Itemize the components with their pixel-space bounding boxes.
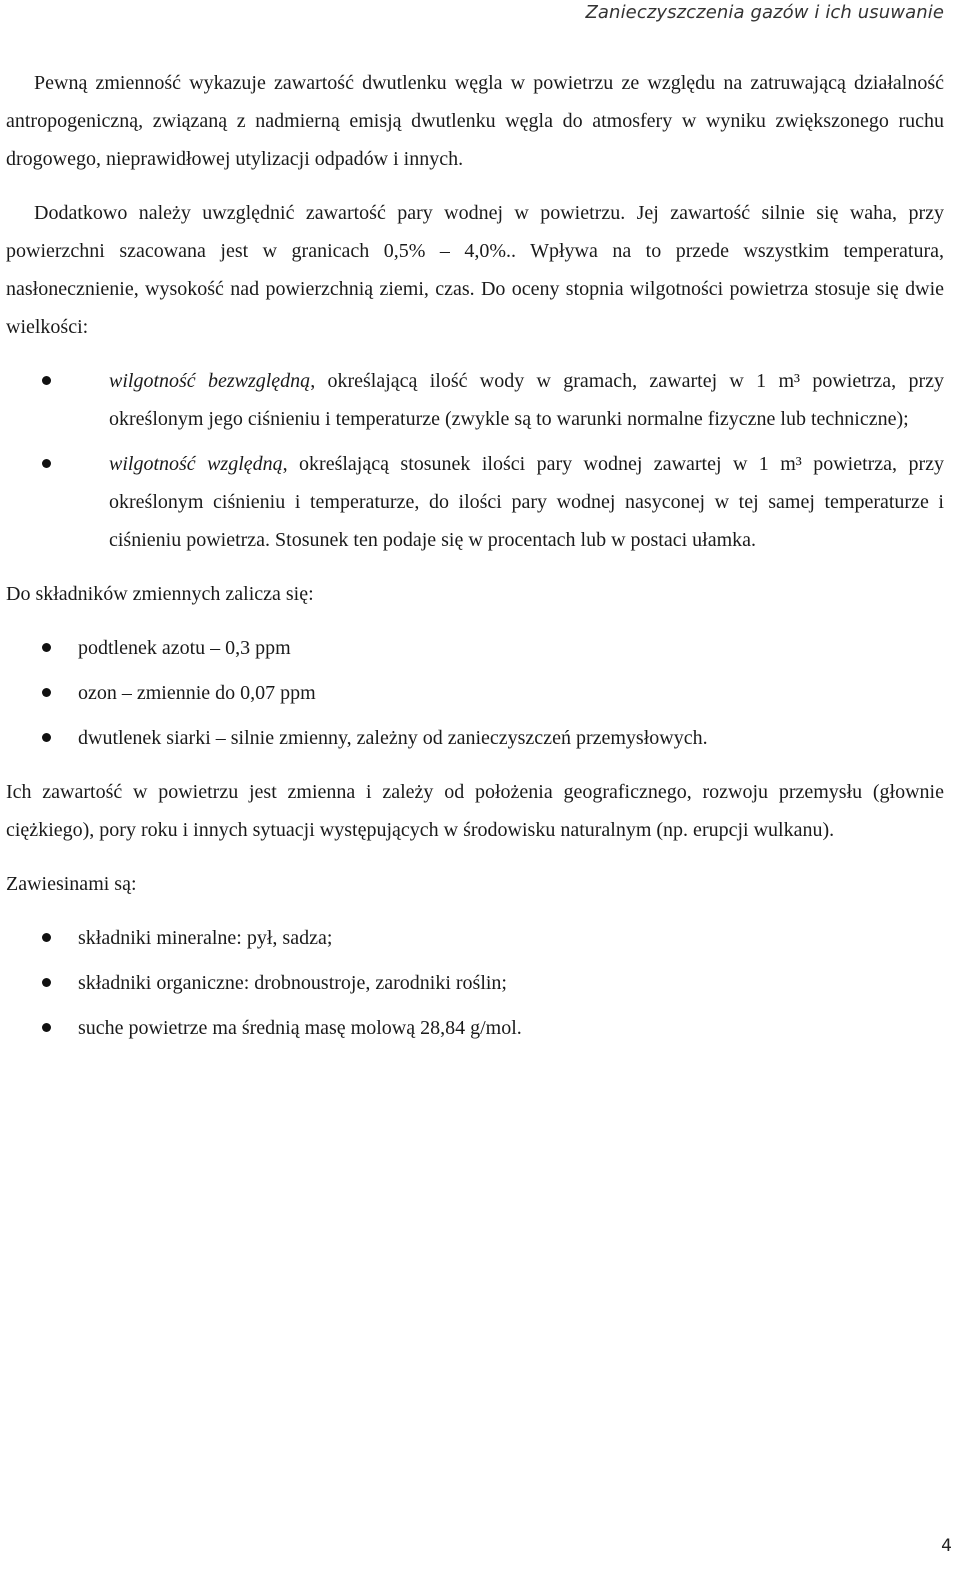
definition-absolute-humidity: , określającą ilość wody w gramach, zawartej w 1 m³ powietrza, przy określonym jego ciśnieniu i temperaturze (zwykle są to warunki normalne fizyczne lub techniczne); xyxy=(109,370,944,430)
variable-components-heading: Do składników zmiennych zalicza się: xyxy=(6,583,314,605)
list-item: podtlenek azotu – 0,3 ppm xyxy=(6,629,944,667)
bullet-icon xyxy=(42,459,51,468)
bullet-icon xyxy=(42,1023,51,1032)
list-item: suche powietrze ma średnią masę molową 28,84 g/mol. xyxy=(6,1009,944,1047)
bullet-icon xyxy=(42,733,51,742)
suspensions-heading: Zawiesinami są: xyxy=(6,873,137,895)
term-relative-humidity: wilgotność względną xyxy=(109,453,283,475)
paragraph-water-vapour: Dodatkowo należy uwzględnić zawartość pary wodnej w powietrzu. Jej zawartość silnie się waha, przy powierzchni szacowana jest w granicach 0,5% – 4,0%.. Wpływa na to przede wszystkim temperatura, nasłonecznienie, wysokość nad powierzchnią ziemi, czas. Do oceny stopnia wilgotności powietrza stosuje się dwie wielkości: xyxy=(6,202,944,338)
list-item: składniki mineralne: pył, sadza; xyxy=(6,919,944,957)
suspensions-list xyxy=(6,919,944,1047)
list-item xyxy=(6,445,944,559)
bullet-icon xyxy=(42,933,51,942)
bullet-icon xyxy=(42,643,51,652)
variable-components-list xyxy=(6,629,944,757)
definition-relative-humidity: , określającą stosunek ilości pary wodnej zawartej w 1 m³ powietrza, przy określonym ciśnieniu i temperaturze, do ilości pary wodnej nasyconej w tej samej temperaturze i ciśnieniu powietrza. Stosunek ten podaje się w procentach lub w postaci ułamka. xyxy=(109,453,944,551)
list-item: składniki organiczne: drobnoustroje, zarodniki roślin; xyxy=(6,964,944,1002)
document-body xyxy=(6,64,944,1047)
bullet-icon xyxy=(42,376,51,385)
paragraph-carbon-dioxide: Pewną zmienność wykazuje zawartość dwutlenku węgla w powietrzu ze względu na zatruwającą działalność antropogeniczną, związaną z nadmierną emisją dwutlenku węgla do atmosfery w wyniku zwiększonego ruchu drogowego, nieprawidłowej utylizacji odpadów i innych. xyxy=(6,72,944,170)
paragraph-variability: Ich zawartość w powietrzu jest zmienna i zależy od położenia geograficznego, rozwoju przemysłu (głownie ciężkiego), pory roku i innych sytuacji występujących w środowisku naturalnym (np. erupcji wulkanu). xyxy=(6,781,944,841)
list-item: ozon – zmiennie do 0,07 ppm xyxy=(6,674,944,712)
term-absolute-humidity: wilgotność bezwzględną xyxy=(109,370,311,392)
list-item xyxy=(6,362,944,438)
bullet-icon xyxy=(42,688,51,697)
humidity-list xyxy=(6,362,944,559)
page-number: 4 xyxy=(941,1536,952,1556)
list-item: dwutlenek siarki – silnie zmienny, zależny od zanieczyszczeń przemysłowych. xyxy=(6,719,944,757)
bullet-icon xyxy=(42,978,51,987)
running-header: Zanieczyszczenia gazów i ich usuwanie xyxy=(585,2,944,23)
